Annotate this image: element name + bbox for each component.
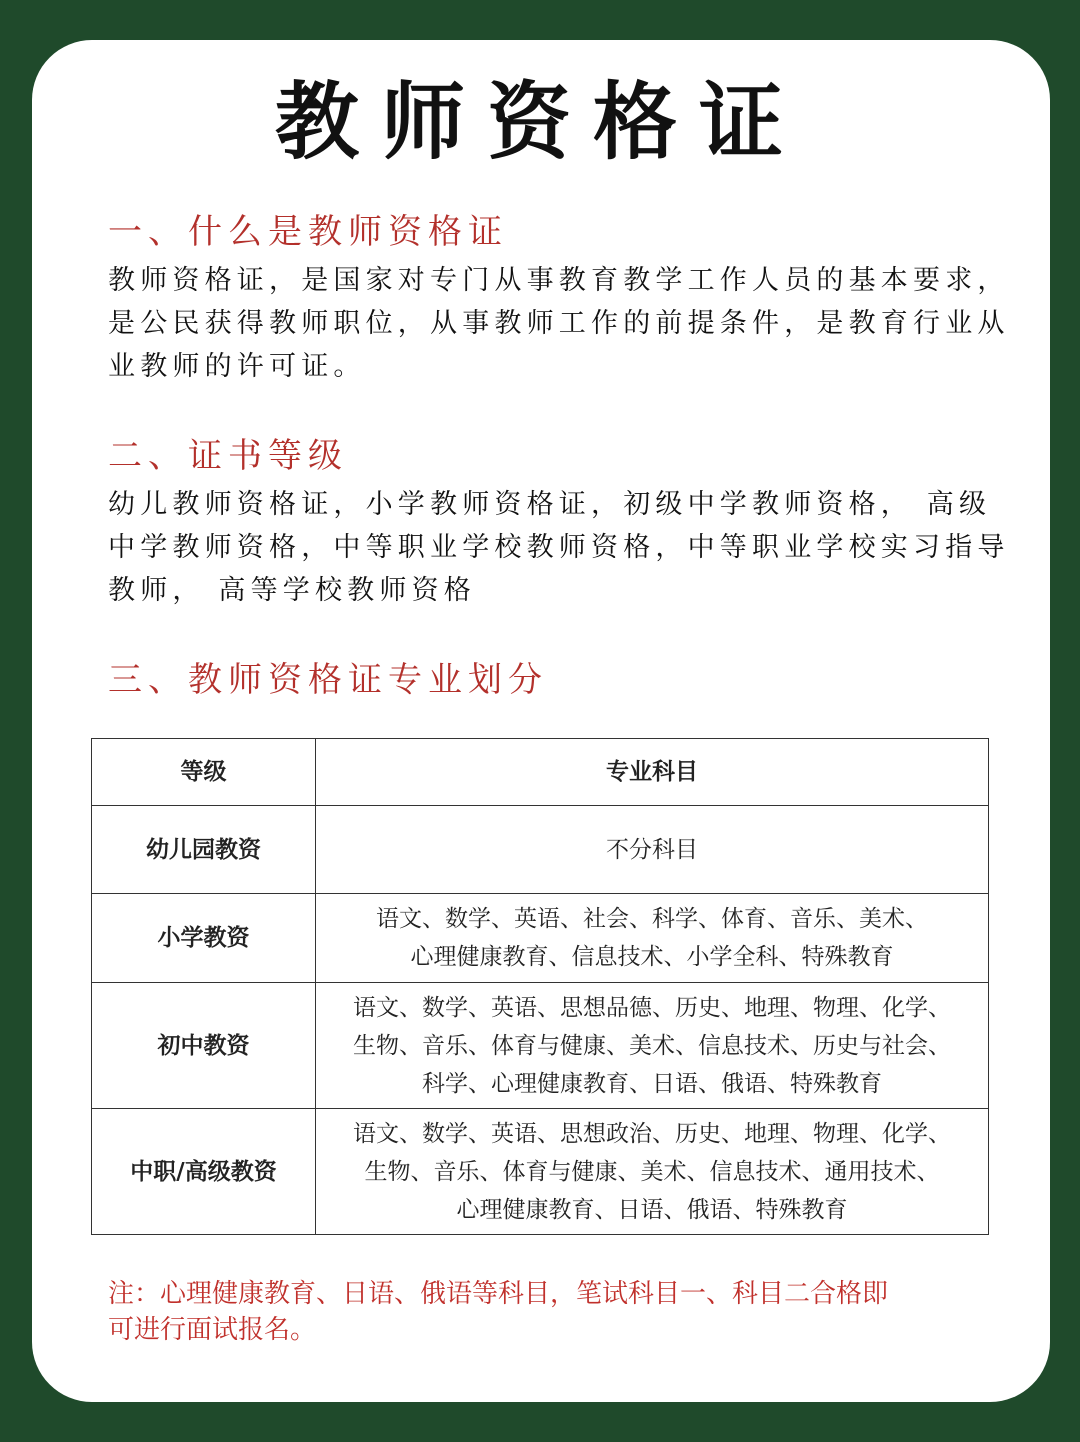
table-row	[92, 806, 989, 894]
footnote	[108, 1276, 988, 1348]
paragraph-line: 教师资格证，是国家对专门从事教育教学工作人员的基本要求，	[108, 265, 1010, 296]
table-header-row	[92, 739, 989, 806]
subjects-line: 语文、数学、英语、思想政治、历史、地理、物理、化学、	[353, 1120, 951, 1147]
subjects-line: 语文、数学、英语、社会、科学、体育、音乐、美术、	[376, 906, 928, 932]
footnote-line: 可进行面试报名。	[108, 1315, 317, 1345]
table-header-subjects: 专业科目	[316, 739, 989, 806]
table-cell-subjects	[316, 983, 989, 1109]
major-subjects-table	[91, 738, 989, 1235]
section-paragraph-levels	[108, 483, 1008, 612]
section-heading-levels: 二、证书等级	[108, 436, 348, 476]
paragraph-line: 是公民获得教师职位，从事教师工作的前提条件，是教育行业从	[108, 308, 1010, 339]
section-heading-what: 一、什么是教师资格证	[108, 212, 508, 252]
subjects-line: 心理健康教育、日语、俄语、特殊教育	[456, 1196, 848, 1223]
subjects-line: 语文、数学、英语、思想品德、历史、地理、物理、化学、	[353, 994, 951, 1021]
table-cell-subjects	[316, 894, 989, 983]
table-row	[92, 983, 989, 1109]
footnote-line: 注：心理健康教育、日语、俄语等科目，笔试科目一、科目二合格即	[108, 1279, 889, 1309]
paragraph-line: 业教师的许可证。	[108, 351, 366, 382]
table-cell-level: 中职/高级教资	[92, 1109, 316, 1235]
page-title: 教师资格证	[274, 73, 805, 171]
table-row	[92, 1109, 989, 1235]
table-row	[92, 894, 989, 983]
subjects-line: 不分科目	[606, 836, 698, 863]
table-cell-level: 初中教资	[92, 983, 316, 1109]
subjects-line: 生物、音乐、体育与健康、美术、信息技术、历史与社会、	[353, 1032, 951, 1059]
section-heading-majors: 三、教师资格证专业划分	[108, 660, 548, 700]
table-cell-level: 小学教资	[92, 894, 316, 983]
subjects-line: 心理健康教育、信息技术、小学全科、特殊教育	[410, 944, 894, 970]
subjects-line: 科学、心理健康教育、日语、俄语、特殊教育	[422, 1070, 882, 1097]
paragraph-line: 幼儿教师资格证，小学教师资格证，初级中学教师资格， 高级	[108, 489, 992, 520]
section-paragraph-what	[108, 259, 1008, 388]
table-cell-subjects	[316, 806, 989, 894]
subjects-line: 生物、音乐、体育与健康、美术、信息技术、通用技术、	[364, 1158, 940, 1185]
paragraph-line: 教师， 高等学校教师资格	[108, 575, 476, 606]
table-cell-subjects	[316, 1109, 989, 1235]
table-cell-level: 幼儿园教资	[92, 806, 316, 894]
paragraph-line: 中学教师资格，中等职业学校教师资格，中等职业学校实习指导	[108, 532, 1010, 563]
table-header-level: 等级	[92, 739, 316, 806]
